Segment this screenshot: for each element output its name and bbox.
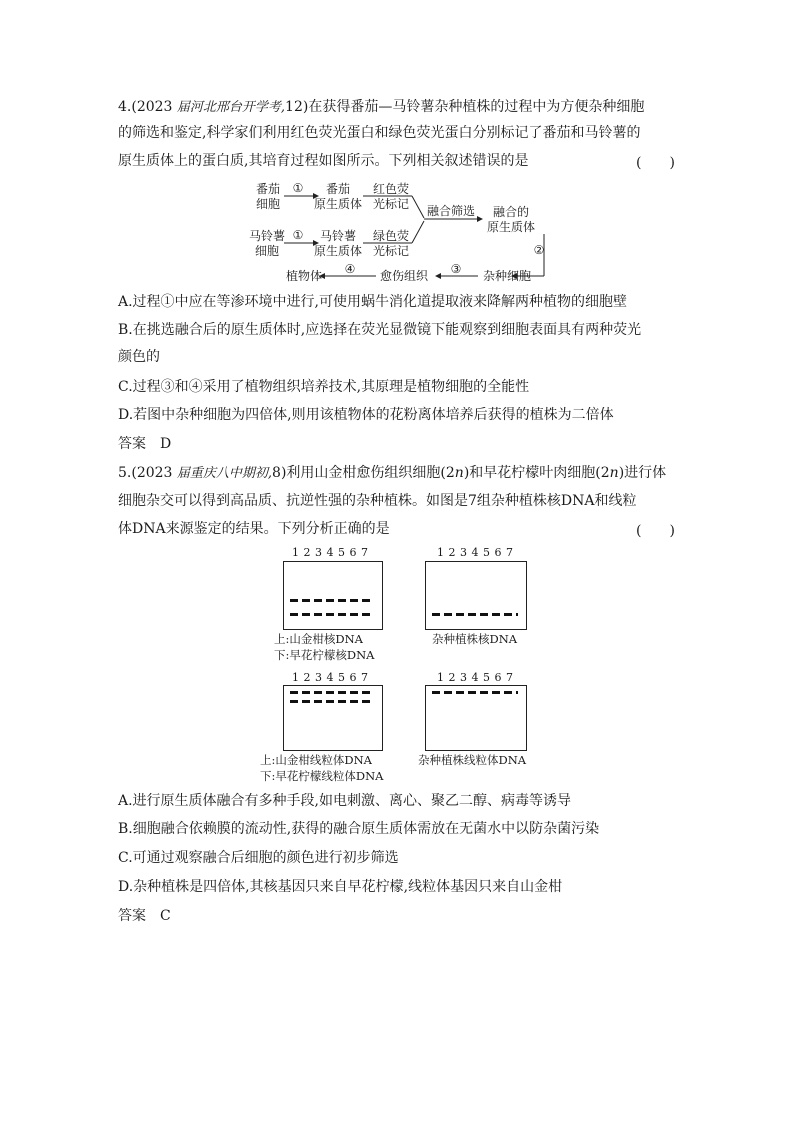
hybrid-cell: 杂种细胞	[482, 269, 531, 283]
q4-option-a: A.过程①中应在等渗环境中进行,可使用蜗牛消化道提取液来降解两种植物的细胞壁	[118, 294, 628, 310]
band-row-mito-upper	[290, 691, 374, 694]
q4-answer-paren: ( )	[636, 155, 675, 171]
tomato-proto-l1: 番茄	[325, 182, 350, 196]
q5-option-c: C.可通过观察融合后细胞的颜色进行初步筛选	[118, 850, 399, 866]
q5-line-1	[118, 463, 678, 484]
q5-number: 5.(2023	[118, 465, 177, 481]
q5-option-b: B.细胞融合依赖膜的流动性,获得的融合原生质体需放在无菌水中以防杂菌污染	[118, 821, 600, 837]
q5-answer: 答案 C	[118, 908, 171, 924]
gel-parent-mito	[283, 685, 383, 751]
potato-protoplast	[307, 229, 369, 259]
band-row-lower	[290, 613, 374, 616]
gel-hybrid-nuclear	[425, 561, 527, 630]
q4-option-c: C.过程③和④采用了植物组织培养技术,其原理是植物细胞的全能性	[118, 379, 530, 395]
q5-line-3: 体DNA来源鉴定的结果。下列分析正确的是	[118, 521, 390, 537]
q5-text-1b: )和早花柠檬叶肉细胞(2	[463, 465, 610, 481]
fused-proto-l1: 融合的	[492, 205, 529, 219]
caption-mito-hybrid: 杂种植株线粒体DNA	[418, 753, 527, 767]
q4-option-b-line1: B.在挑选融合后的原生质体时,应选择在荧光显微镜下能观察到细胞表面具有两种荧光	[118, 322, 642, 338]
q4-step2: ②	[533, 243, 545, 257]
green-fluorescent-label	[371, 229, 411, 259]
q4-option-b-line2: 颜色的	[118, 349, 160, 365]
q5-line-2: 细胞杂交可以得到高品质、抗逆性强的杂种植株。如图是7组杂种植株核DNA和线粒	[118, 493, 637, 509]
band-row-hybrid-mito	[432, 691, 518, 694]
q5-answer-paren: ( )	[636, 523, 675, 539]
tomato-cell	[252, 182, 284, 212]
band-row-mito-lower	[290, 700, 374, 703]
q5-text-1a: 8)利用山金柑愈伤组织细胞(2	[272, 465, 455, 481]
red-label-l2: 光标记	[372, 197, 409, 211]
q5-text-1c: )进行体	[618, 465, 667, 481]
gel1-lane-numbers: 1 2 3 4 5 6 7	[292, 546, 369, 559]
line-converge-bottom	[412, 221, 424, 243]
q4-line-2: 的筛选和鉴定,科学家们利用红色荧光蛋白和绿色荧光蛋白分别标记了番茄和马铃薯的	[118, 125, 641, 141]
gel3-lane-numbers: 1 2 3 4 5 6 7	[292, 671, 369, 684]
tomato-protoplast	[307, 182, 369, 212]
fused-protoplast	[478, 205, 544, 235]
potato-cell-l2: 细胞	[254, 244, 279, 258]
potato-proto-l2: 原生质体	[313, 244, 362, 258]
line-converge-top	[412, 196, 424, 218]
green-label-l2: 光标记	[372, 244, 409, 258]
gel4-lane-numbers: 1 2 3 4 5 6 7	[437, 671, 514, 684]
q4-option-d: D.若图中杂种细胞为四倍体,则用该植物体的花粉离体培养后获得的植株为二倍体	[118, 407, 614, 423]
potato-proto-l1: 马铃薯	[319, 229, 356, 243]
plant-body: 植物体	[285, 269, 322, 283]
potato-cell	[246, 229, 288, 259]
caption-mito-down: 下:早花柠檬线粒体DNA	[260, 769, 384, 783]
q4-answer: 答案 D	[118, 436, 172, 452]
q4-line-3: 原生质体上的蛋白质,其培育过程如图所示。下列相关叙述错误的是	[118, 153, 529, 169]
caption-nuc-hybrid: 杂种植株核DNA	[432, 632, 518, 646]
tomato-proto-l2: 原生质体	[313, 197, 362, 211]
q4-step1-bottom: ①	[292, 228, 304, 242]
q5-option-a: A.进行原生质体融合有多种手段,如电刺激、离心、聚乙二醇、病毒等诱导	[118, 793, 572, 809]
caption-nuc-down: 下:早花柠檬核DNA	[274, 648, 375, 662]
red-fluorescent-label	[371, 182, 411, 212]
callus: 愈伤组织	[379, 269, 428, 283]
green-label-l1: 绿色荧	[372, 229, 409, 243]
q4-step1-top: ①	[292, 181, 304, 195]
caption-nuc-up: 上:山金柑核DNA	[274, 632, 363, 646]
q4-number: 4.(2023	[118, 99, 177, 115]
q5-option-d: D.杂种植株是四倍体,其核基因只来自早花柠檬,线粒体基因只来自山金柑	[118, 879, 563, 895]
fusion-screening: 融合筛选	[426, 204, 475, 218]
gel2-lane-numbers: 1 2 3 4 5 6 7	[437, 546, 514, 559]
tomato-cell-l1: 番茄	[255, 182, 280, 196]
q5-n-italic-1: n	[454, 465, 464, 481]
fused-proto-l2: 原生质体	[486, 220, 535, 234]
potato-cell-l1: 马铃薯	[248, 229, 285, 243]
tomato-cell-l2: 细胞	[255, 197, 280, 211]
q4-source: 届河北邢台开学考,	[176, 100, 286, 115]
red-label-l1: 红色荧	[372, 182, 409, 196]
caption-mito-up: 上:山金柑线粒体DNA	[260, 753, 372, 767]
band-row-hybrid-nuclear	[432, 613, 518, 616]
q5-n-italic-2: n	[609, 465, 619, 481]
band-row-upper	[290, 599, 374, 602]
gel-hybrid-mito	[425, 685, 527, 751]
q4-text-1: 12)在获得番茄—马铃薯杂种植株的过程中为方便杂种细胞	[285, 99, 645, 115]
gel-parent-nuclear	[283, 561, 383, 630]
q5-source: 届重庆八中期初,	[176, 466, 273, 481]
q4-step3: ③	[450, 262, 462, 276]
q4-step4: ④	[344, 262, 356, 276]
